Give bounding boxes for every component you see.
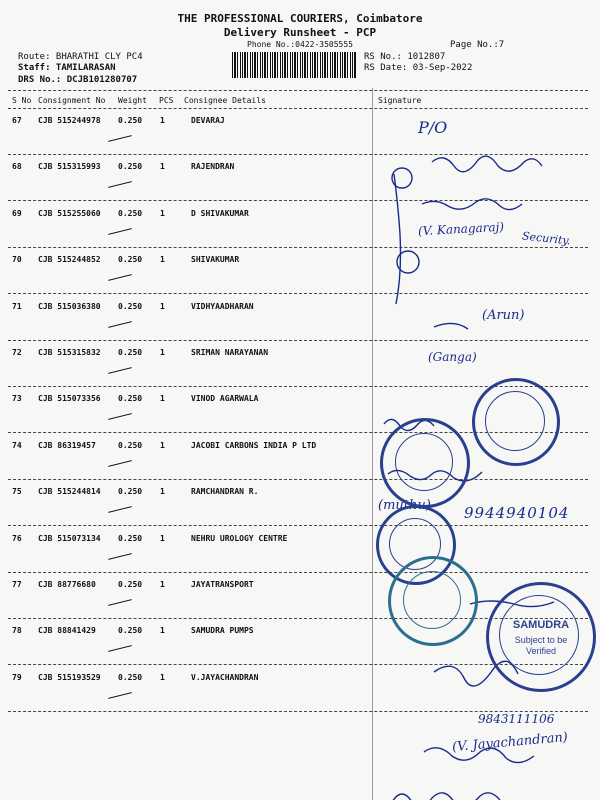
row-consignee: RAMCHANDRAN R. xyxy=(191,487,259,497)
row-pcs: 1 xyxy=(160,487,165,497)
row-weight: 0.250 xyxy=(118,580,143,589)
row-pcs: 1 xyxy=(160,208,165,218)
col-consignment: Consignment No xyxy=(38,96,106,105)
tick-mark xyxy=(108,553,132,560)
phone-number: Phone No.:0422-3505555 xyxy=(247,40,353,49)
tick-mark xyxy=(108,692,132,699)
handwriting-phone-2: 9843111106 xyxy=(478,712,555,726)
row-weight: 0.250 xyxy=(118,626,143,636)
row-pcs: 1 xyxy=(160,116,165,125)
tick-mark xyxy=(108,228,132,235)
row-pcs: 1 xyxy=(160,394,165,404)
samudra-stamp xyxy=(486,582,596,692)
row-consignment-no: CJB 515315832 xyxy=(38,348,101,357)
row-sno: 68 xyxy=(12,162,22,172)
page-number: Page No.:7 xyxy=(450,40,505,50)
row-sno: 71 xyxy=(12,301,22,311)
row-pcs: 1 xyxy=(160,626,165,636)
header-rule-top xyxy=(8,90,588,91)
row-sno: 72 xyxy=(12,348,22,357)
row-consignment-no: CJB 86319457 xyxy=(38,440,96,450)
jacobi-seal-stamp xyxy=(380,418,470,508)
row-weight: 0.250 xyxy=(118,672,143,682)
col-sno: S No xyxy=(12,96,32,105)
row-weight: 0.250 xyxy=(118,301,143,311)
drs-number: DRS No.: DCJB101280707 xyxy=(18,75,138,85)
tick-mark xyxy=(108,367,132,374)
row-consignee: NEHRU UROLOGY CENTRE xyxy=(191,533,288,543)
row-sno: 70 xyxy=(12,255,22,265)
row-consignment-no: CJB 515255060 xyxy=(38,208,101,218)
samudra-line1: Subject to be xyxy=(514,635,568,645)
row-consignment-no: CJB 88776680 xyxy=(38,580,96,589)
tick-mark xyxy=(108,646,132,653)
row-consignment-no: CJB 515244978 xyxy=(38,116,101,125)
row-consignment-no: CJB 515073356 xyxy=(38,394,101,404)
row-weight: 0.250 xyxy=(118,116,143,125)
company-title: THE PROFESSIONAL COURIERS, Coimbatore xyxy=(177,12,423,25)
row-weight: 0.250 xyxy=(118,533,143,543)
row-consignment-no: CJB 515315993 xyxy=(38,162,101,172)
col-consignee: Consignee Details xyxy=(184,96,266,105)
row-consignee: SRIMAN NARAYANAN xyxy=(191,348,269,357)
handwriting-security: Security. xyxy=(521,229,572,248)
barcode xyxy=(232,52,357,78)
row-consignee: VINOD AGARWALA xyxy=(191,394,259,404)
runsheet-title: Delivery Runsheet - PCP xyxy=(223,26,377,39)
row-sno: 78 xyxy=(12,626,22,636)
row-pcs: 1 xyxy=(160,255,165,265)
tick-mark xyxy=(108,274,132,281)
row-consignee: JACOBI CARBONS INDIA P LTD xyxy=(191,440,317,450)
row-weight: 0.250 xyxy=(118,440,143,450)
row-sno: 67 xyxy=(12,116,22,125)
row-sno: 69 xyxy=(12,208,22,218)
staff-label: Staff: TAMILARASAN xyxy=(18,63,116,73)
row-sno: 79 xyxy=(12,672,22,682)
row-sno: 73 xyxy=(12,394,22,404)
row-pcs: 1 xyxy=(160,533,165,543)
row-consignee: VIDHYAADHARAN xyxy=(191,301,254,311)
handwriting-phone: 9944940104 xyxy=(464,504,570,522)
row-sno: 76 xyxy=(12,533,22,543)
tick-mark xyxy=(108,506,132,513)
row-pcs: 1 xyxy=(160,440,165,450)
header-rule-bottom xyxy=(8,108,588,109)
row-pcs: 1 xyxy=(160,672,165,682)
company-seal-stamp xyxy=(472,378,560,466)
row-sno: 77 xyxy=(12,580,22,589)
transport-seal-stamp xyxy=(388,556,478,646)
tick-mark xyxy=(108,599,132,606)
handwriting-jayachandran: (V. Jayachandran) xyxy=(451,729,569,756)
row-consignment-no: CJB 515244852 xyxy=(38,255,101,265)
row-consignee: D SHIVAKUMAR xyxy=(191,208,249,218)
col-weight: Weight xyxy=(118,96,147,105)
tick-mark xyxy=(108,321,132,328)
row-pcs: 1 xyxy=(160,348,165,357)
tick-mark xyxy=(108,460,132,467)
row-consignment-no: CJB 515036380 xyxy=(38,301,101,311)
col-pcs: PCS xyxy=(159,96,174,105)
row-consignment-no: CJB 515244814 xyxy=(38,487,101,497)
row-pcs: 1 xyxy=(160,580,165,589)
row-consignee: JAYATRANSPORT xyxy=(191,580,254,589)
route-label: Route: BHARATHI CLY PC4 xyxy=(18,52,143,62)
handwriting-kanagaraj: (V. Kanagaraj) xyxy=(417,219,505,239)
row-sno: 74 xyxy=(12,440,22,450)
row-weight: 0.250 xyxy=(118,394,143,404)
handwriting-muthu: (muthu) xyxy=(378,498,431,513)
handwriting-po: P/O xyxy=(418,118,448,137)
row-consignment-no: CJB 88841429 xyxy=(38,626,96,636)
row-consignment-no: CJB 515073134 xyxy=(38,533,101,543)
col-signature: Signature xyxy=(378,96,422,105)
signature-79 xyxy=(392,793,500,800)
samudra-brand: SAMUDRA xyxy=(512,619,570,631)
tick-mark xyxy=(108,182,132,189)
row-consignee: SAMUDRA PUMPS xyxy=(191,626,254,636)
samudra-line2: Verified xyxy=(525,646,557,656)
handwriting-arun: (Arun) xyxy=(482,308,525,323)
row-pcs: 1 xyxy=(160,162,165,172)
row-weight: 0.250 xyxy=(118,255,143,265)
row-consignee: DEVARAJ xyxy=(191,116,225,125)
tick-mark xyxy=(108,135,132,142)
row-weight: 0.250 xyxy=(118,162,143,172)
handwriting-ganga: (Ganga) xyxy=(428,350,477,364)
row-pcs: 1 xyxy=(160,301,165,311)
row-weight: 0.250 xyxy=(118,348,143,357)
rs-date: RS Date: 03-Sep-2022 xyxy=(364,63,473,73)
row-consignee: RAJENDRAN xyxy=(191,162,235,172)
row-consignment-no: CJB 515193529 xyxy=(38,672,101,682)
tick-mark xyxy=(108,414,132,421)
signature-78 xyxy=(424,748,534,763)
signature-69 xyxy=(422,199,522,210)
row-sno: 75 xyxy=(12,487,22,497)
row-consignee: SHIVAKUMAR xyxy=(191,255,240,265)
rs-number: RS No.: 1012807 xyxy=(364,52,446,62)
row-consignee: V.JAYACHANDRAN xyxy=(191,672,259,682)
row-weight: 0.250 xyxy=(118,487,143,497)
row-weight: 0.250 xyxy=(118,208,143,218)
signature-68 xyxy=(432,156,542,172)
